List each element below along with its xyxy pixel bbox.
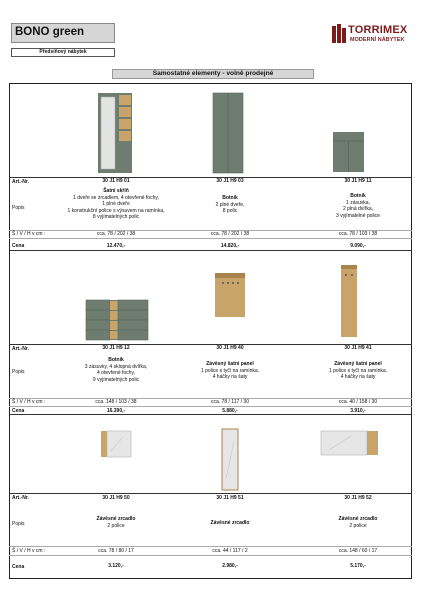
product-price: 2.980,- [222,563,238,569]
label-dimensions: Š / V / H v cm : [12,231,46,237]
description-line: 1 police s tyčí na ramínka, [200,367,260,374]
description-line: 4 otevřené fochy, [97,370,135,377]
product-price: 5.170,- [350,563,366,569]
article-number: 30 J1 H9 52 [344,495,372,501]
description-line: 1 konstrukční police s výsuvem na ramínka, [67,207,165,214]
product-price: 16.390,- [106,408,126,414]
product-name: Botník [222,195,238,201]
description-line: 2 plná dvířka, [342,206,374,213]
product-name: Šatní skříň [103,188,129,194]
article-number: 30 J1 H9 51 [216,495,244,501]
product-description [294,193,422,219]
description-line: 1 dveře se zrcadlem, 4 otevřené fochy, [73,194,159,201]
product-image-mirror-tall [222,429,238,490]
page-title: BONO green [15,26,85,38]
product-price: 9.090,- [350,243,366,249]
description-line: 9 vyjímatelných polic [92,376,140,383]
product-image-hanging-panel-narrow [341,265,357,337]
product-price: 5.880,- [222,408,238,414]
section-title: Samostatné elementy - volně prodejné [112,69,314,79]
product-name: Botník [108,357,124,363]
product-image-shoe-cabinet-low [333,132,364,172]
product-image-mirror-square [101,431,131,457]
label-art-nr: Art.-Nr. [12,179,29,185]
article-number: 30 J1 H9 01 [102,178,130,184]
article-number: 30 J1 H9 40 [216,345,244,351]
description-line: 1 zásuvka, [346,199,370,206]
product-image-shoe-cabinet-wide [86,300,148,340]
divider [9,250,412,251]
description-line: 8 vyjímatelných polic [92,214,140,221]
product-description [52,357,180,383]
description-line: 4 háčky na šaty [340,374,376,381]
product-dimensions: cca. 78 / 103 / 38 [338,231,378,237]
article-number: 30 J1 H9 12 [102,345,130,351]
description-line: 1 police s tyčí na ramínka, [328,367,388,374]
torrimex-logo-icon [332,24,348,44]
product-description [52,516,180,529]
product-description [166,520,294,527]
product-description [52,188,180,221]
description-line: 3 zásuvky, 4 sklopná dvířka, [84,363,148,370]
label-dimensions: Š / V / H v cm : [12,399,46,405]
product-description [166,195,294,215]
product-name: Závěsné zrcadlo [96,516,136,522]
divider [9,546,412,547]
page-subtitle: Předsíňový nábytek [11,48,115,57]
description-line: 2 plné dveře, [215,201,245,208]
product-name: Závěsné zrcadlo [338,516,378,522]
product-dimensions: cca. 78 / 117 / 30 [211,399,249,405]
label-art-nr: Art.-Nr. [12,346,29,352]
divider [9,555,412,556]
label-dimensions: Š / V / H v cm : [12,548,46,554]
divider [9,406,412,407]
description-line: 3 vyjímatelné police [336,212,380,219]
product-image-wardrobe [98,93,132,173]
product-name: Závěsný šatní panel [206,361,254,367]
product-dimensions: cca. 44 / 117 / 2 [212,548,248,554]
label-popis: Popis [12,369,25,375]
article-number: 30 J1 H9 11 [344,178,372,184]
product-name: Závěsné zrcadlo [210,520,250,526]
product-dimensions: cca. 78 / 202 / 38 [210,231,250,237]
product-image-hanging-panel-wide [215,273,245,317]
product-dimensions: cca. 148 / 60 / 17 [338,548,378,554]
divider [9,238,412,239]
article-number: 30 J1 H9 03 [216,178,244,184]
product-image-shoe-cabinet-tall [213,93,243,173]
label-cena: Cena [12,408,25,414]
description-line: 2 police [349,522,367,529]
product-name: Závěsný šatní panel [334,361,382,367]
label-cena: Cena [12,564,25,570]
product-price: 3.120,- [108,563,124,569]
label-popis: Popis [12,205,25,211]
product-description [294,361,422,381]
description-line: 4 háčky na šaty [212,374,248,381]
product-dimensions: cca. 78 / 80 / 17 [98,548,134,554]
product-dimensions: cca. 40 / 158 / 30 [338,399,378,405]
product-dimensions: cca. 78 / 202 / 38 [96,231,136,237]
product-description [294,516,422,529]
product-price: 14.820,- [220,243,240,249]
product-description [166,361,294,381]
label-art-nr: Art.-Nr. [12,495,29,501]
description-line: 8 polic [222,208,238,215]
label-cena: Cena [12,243,25,249]
product-dimensions: cca. 148 / 103 / 38 [95,399,137,405]
divider [9,493,412,494]
article-number: 30 J1 H9 50 [102,495,130,501]
product-image-mirror-wide [321,431,378,455]
description-line: 2 police [107,522,125,529]
article-number: 30 J1 H9 41 [344,345,372,351]
description-line: 1 plné dveře [102,201,130,208]
logo-tagline: MODERNÍ NÁBYTEK [350,37,405,43]
label-popis: Popis [12,521,25,527]
product-name: Botník [350,193,366,199]
product-price: 3.910,- [350,408,366,414]
logo-name: TORRIMEX [348,24,408,36]
product-price: 12.470,- [106,243,126,249]
